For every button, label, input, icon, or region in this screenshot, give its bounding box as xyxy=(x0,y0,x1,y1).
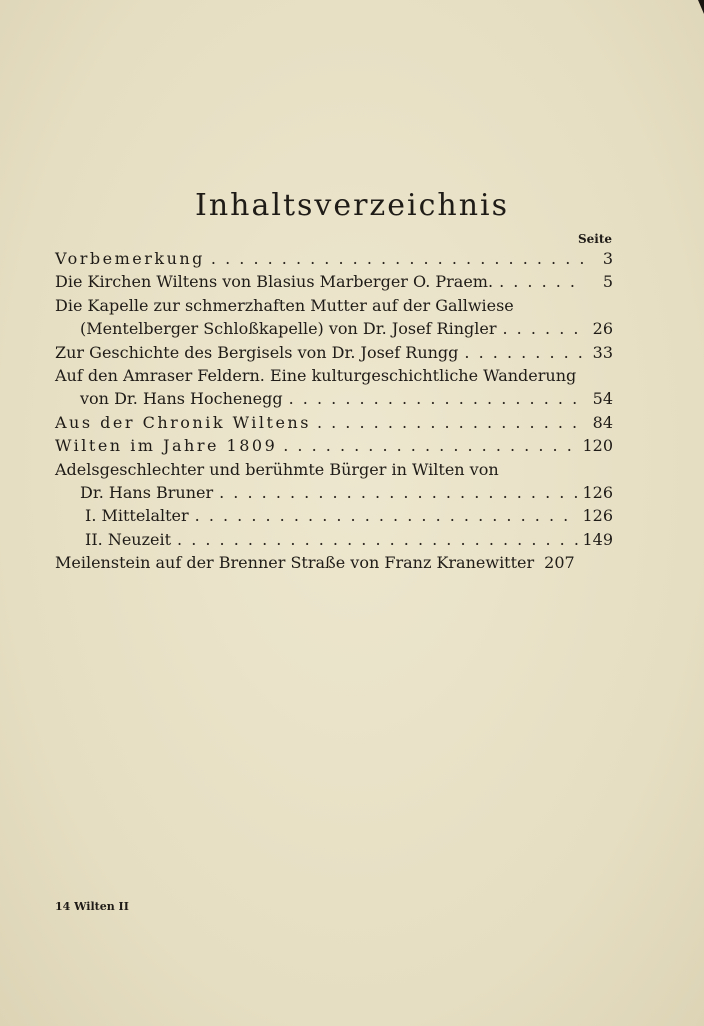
toc-entry-page: 126 xyxy=(582,482,613,502)
leader-dots xyxy=(464,343,583,362)
toc-entry-label: (Mentelberger Schloßkapelle) von Dr. Josef Ringler xyxy=(80,319,497,339)
leader-dots xyxy=(503,319,584,338)
toc-entry xyxy=(55,366,613,389)
toc-entry xyxy=(55,272,613,295)
toc-entry-page: 207 xyxy=(544,553,575,573)
leader-dots xyxy=(499,272,583,291)
toc-entry xyxy=(55,460,613,483)
leader-dots xyxy=(195,506,579,525)
toc-entry-page: 54 xyxy=(592,389,613,409)
toc-entry-page: 149 xyxy=(582,529,613,549)
toc-entry xyxy=(55,436,613,459)
toc-entry-label: Auf den Amraser Feldern. Eine kulturgeschichtliche Wanderung xyxy=(55,365,577,385)
page-column-heading: Seite xyxy=(577,232,612,246)
toc-entry xyxy=(55,506,613,529)
toc-entry-label: Die Kapelle zur schmerzhaften Mutter auf der Gallwiese xyxy=(55,295,514,315)
toc-entry-page: 33 xyxy=(592,342,613,362)
toc-entry-label: Aus der Chronik Wiltens xyxy=(55,412,311,432)
toc-entry-page: 84 xyxy=(592,412,613,432)
toc-entry-label: Wilten im Jahre 1809 xyxy=(55,436,278,456)
toc-entry-label: von Dr. Hans Hochenegg xyxy=(80,389,283,409)
toc-entry-label: Meilenstein auf der Brenner Straße von Franz Kranewitter xyxy=(55,553,535,573)
toc-entry-page: 3 xyxy=(602,249,613,268)
toc-entry xyxy=(55,319,613,342)
toc-entry xyxy=(55,413,613,436)
corner-mark xyxy=(698,0,704,14)
toc-entry xyxy=(55,530,613,553)
toc-entry xyxy=(55,296,613,319)
leader-dots xyxy=(177,530,578,549)
toc-entry xyxy=(55,553,613,576)
toc-entry xyxy=(55,389,613,412)
leader-dots xyxy=(283,436,578,455)
toc-entry-page: 5 xyxy=(602,272,613,292)
leader-dots xyxy=(219,483,578,502)
leader-dots xyxy=(289,389,583,408)
page-title: Inhaltsverzeichnis xyxy=(194,188,510,223)
toc-entry-page: 120 xyxy=(582,436,613,456)
table-of-contents xyxy=(55,249,613,576)
toc-entry-label: Zur Geschichte des Bergisels von Dr. Josef Rungg xyxy=(55,342,459,362)
toc-entry-label: Die Kirchen Wiltens von Blasius Marberger O. Praem. xyxy=(55,272,494,292)
toc-entry-page: 126 xyxy=(582,506,613,526)
toc-entry-label: Dr. Hans Bruner xyxy=(80,482,214,502)
toc-entry-label: Vorbemerkung xyxy=(55,249,205,268)
toc-entry xyxy=(55,249,613,272)
leader-dots xyxy=(211,249,583,268)
toc-entry-page: 26 xyxy=(592,319,613,339)
leader-dots xyxy=(317,413,583,432)
toc-entry-label: I. Mittelalter xyxy=(85,506,189,526)
toc-entry xyxy=(55,343,613,366)
toc-entry-label: Adelsgeschlechter und berühmte Bürger in Wilten von xyxy=(55,459,499,479)
signature-mark: 14 Wilten II xyxy=(55,900,129,913)
toc-entry xyxy=(55,483,613,506)
toc-entry-label: II. Neuzeit xyxy=(85,529,172,549)
